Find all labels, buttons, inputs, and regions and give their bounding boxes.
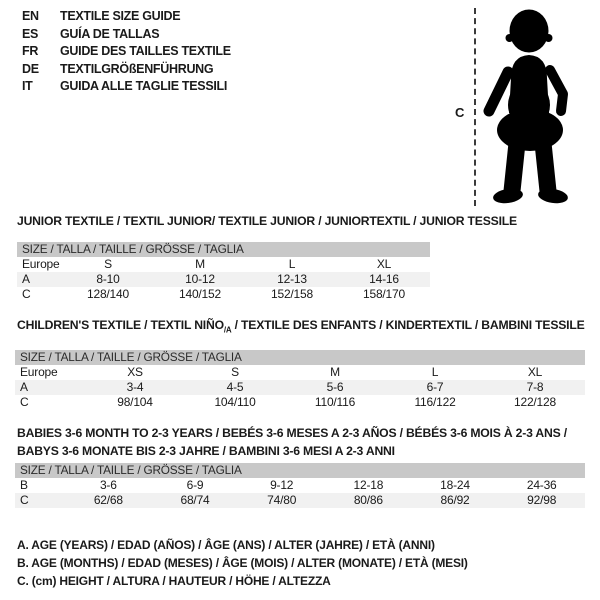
table-cell: 122/128: [514, 395, 556, 410]
row-label: Europe: [20, 365, 58, 380]
table-rows: [15, 478, 585, 508]
table-cell: 3-4: [126, 380, 144, 395]
table-cell: 18-24: [440, 478, 470, 492]
row-label: A: [22, 272, 30, 286]
section-junior-textile: [0, 214, 600, 302]
table-cell: XL: [527, 365, 543, 380]
table-cell: 7-8: [526, 380, 544, 395]
size-header-bar: SIZE / TALLA / TAILLE / GRÖSSE / TAGLIA: [15, 463, 585, 478]
section-children-textile: [0, 318, 600, 410]
section-babies-textile: [0, 424, 600, 508]
footnote-c: C. (cm) HEIGHT / ALTURA / HAUTEUR / HÖHE / ALTEZZA: [17, 574, 331, 588]
table-cell: 62/68: [93, 493, 123, 507]
guide-title: TEXTILE SIZE GUIDE: [60, 9, 181, 23]
language-code: ES: [22, 26, 39, 41]
height-measure-line: [474, 8, 476, 206]
table-row: [15, 365, 585, 380]
table-row: [15, 493, 585, 508]
table-rows: [15, 365, 585, 410]
language-code: EN: [22, 9, 39, 23]
table-cell: 5-6: [326, 380, 344, 395]
table-cell: 12-13: [277, 272, 307, 286]
table-row: [15, 395, 585, 410]
row-label: B: [20, 478, 28, 492]
section-title: [17, 318, 600, 337]
baby-silhouette-icon: [482, 8, 590, 208]
language-row: [22, 43, 231, 61]
legend-footnotes: [17, 536, 468, 590]
row-label: A: [20, 380, 28, 395]
table-cell: S: [231, 365, 239, 380]
guide-title: TEXTILGRÖßENFÜHRUNG: [60, 61, 214, 76]
table-cell: 80/86: [353, 493, 383, 507]
table-rows: [17, 257, 430, 302]
section-title-line2: BABYS 3-6 MONATE BIS 2-3 JAHRE / BAMBINI 3-6 MESI A 2-3 ANNI: [17, 444, 395, 458]
table-cell: 6-7: [426, 380, 444, 395]
table-cell: 158/170: [363, 287, 405, 301]
table-cell: 116/122: [414, 395, 456, 410]
babies-size-table: [15, 463, 585, 508]
size-header-bar: SIZE / TALLA / TAILLE / GRÖSSE / TAGLIA: [15, 350, 585, 365]
table-cell: 98/104: [117, 395, 153, 410]
table-cell: 24-36: [526, 478, 557, 492]
footnote-b: B. AGE (MONTHS) / EDAD (MESES) / ÂGE (MOIS) / ALTER (MONATE) / ETÀ (MESI): [17, 556, 468, 570]
language-code: FR: [22, 44, 39, 58]
table-row: [17, 257, 430, 272]
language-code: DE: [22, 61, 39, 76]
table-cell: L: [288, 257, 296, 271]
language-row: [22, 61, 231, 79]
table-cell: M: [195, 257, 205, 271]
guide-title: GUIDA ALLE TAGLIE TESSILI: [60, 79, 228, 93]
footnote-a: A. AGE (YEARS) / EDAD (AÑOS) / ÂGE (ANS) / ALTER (JAHRE) / ETÀ (ANNI): [17, 538, 435, 552]
size-header-bar: SIZE / TALLA / TAILLE / GRÖSSE / TAGLIA: [17, 242, 430, 257]
table-cell: 14-16: [369, 272, 399, 286]
table-cell: 10-12: [185, 272, 215, 286]
row-label: C: [22, 287, 31, 301]
guide-title: GUÍA DE TALLAS: [60, 26, 160, 41]
table-cell: XS: [127, 365, 143, 380]
table-cell: 92/98: [527, 493, 557, 507]
junior-size-table: [17, 242, 430, 302]
section-title-main: CHILDREN'S TEXTILE / TEXTIL NIÑO: [17, 318, 224, 332]
baby-figure: [440, 0, 600, 215]
table-cell: 3-6: [99, 478, 117, 492]
table-cell: 152/158: [271, 287, 313, 301]
section-title: JUNIOR TEXTILE / TEXTIL JUNIOR/ TEXTILE JUNIOR / JUNIORTEXTIL / JUNIOR TESSILE: [17, 214, 517, 228]
language-title-list: [22, 8, 231, 96]
language-row: [22, 26, 231, 44]
row-label: Europe: [22, 257, 60, 271]
table-row: [17, 272, 430, 287]
table-cell: 140/152: [179, 287, 221, 301]
table-cell: 86/92: [440, 493, 470, 507]
language-row: [22, 78, 231, 96]
table-cell: S: [104, 257, 112, 271]
table-row: [17, 287, 430, 302]
language-code: IT: [22, 79, 33, 93]
row-label: C: [20, 493, 29, 507]
section-title-tail: / TEXTILE DES ENFANTS / KINDERTEXTIL / BAMBINI TESSILE: [231, 318, 585, 332]
table-cell: M: [330, 365, 340, 380]
children-size-table: [15, 350, 585, 410]
table-cell: 68/74: [180, 493, 210, 507]
table-row: [15, 478, 585, 493]
section-title-line1: BABIES 3-6 MONTH TO 2-3 YEARS / BEBÉS 3-6 MESES A 2-3 AÑOS / BÉBÉS 3-6 MOIS À 2-3 ANS /: [17, 426, 567, 440]
table-cell: L: [431, 365, 439, 380]
table-cell: 128/140: [87, 287, 129, 301]
table-cell: 110/116: [314, 395, 356, 410]
language-row: [22, 8, 231, 26]
guide-title: GUIDE DES TAILLES TEXTILE: [60, 44, 231, 58]
table-cell: 8-10: [96, 272, 120, 286]
table-cell: 12-18: [353, 478, 384, 492]
table-cell: 104/110: [214, 395, 256, 410]
row-label: C: [20, 395, 29, 410]
height-measure-label: C: [455, 105, 465, 120]
table-cell: 6-9: [186, 478, 204, 492]
table-row: [15, 380, 585, 395]
table-cell: 9-12: [270, 478, 294, 492]
table-cell: XL: [376, 257, 392, 271]
table-cell: 74/80: [267, 493, 297, 507]
section-title-subscript: /A: [223, 325, 232, 335]
table-cell: 4-5: [226, 380, 244, 395]
